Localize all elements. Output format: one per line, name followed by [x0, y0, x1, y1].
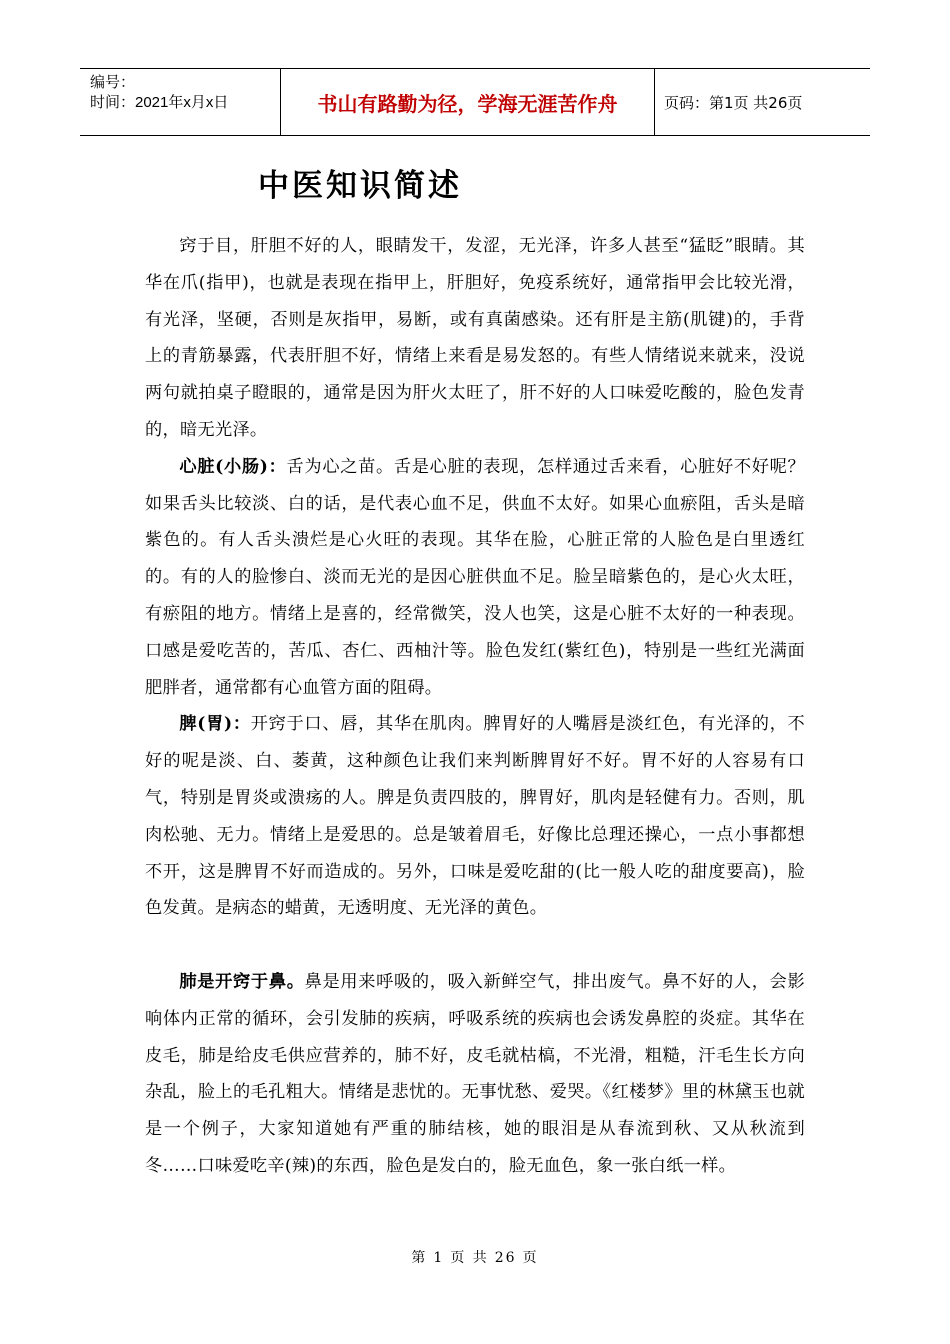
footer-mid: 页 共 — [450, 1250, 489, 1266]
paragraph-text: 舌为心之苗。舌是心脏的表现，怎样通过舌来看，心脏好不好呢？如果舌头比较淡、白的话，是代表心血不足，供血不太好。如果心血瘀阻，舌头是暗紫色的。有人舌头溃烂是心火旺的表现。其华在脸，心脏正常的人脸色是白里透红的。有的人的脸惨白、淡而无光的是因心脏供血不足。脸呈暗紫色的，是心火太旺，有瘀阻的地方。情绪上是喜的，经常微笑，没人也笑，这是心脏不太好的一种表现。口感是爱吃苦的，苦瓜、杏仁、西柚汁等。脸色发红(紫红色)，特别是一些红光满面肥胖者，通常都有心血管方面的阻碍。 — [145, 456, 805, 698]
document-number-label: 编号： — [90, 74, 136, 91]
paragraph-lead: 脾(胃)： — [179, 714, 251, 735]
document-body — [145, 228, 805, 1185]
paragraph-lead: 心脏(小肠)： — [179, 456, 287, 477]
header-motto: 书山有路勤为径，学海无涯苦作舟 — [281, 69, 655, 135]
paragraph-spleen — [145, 706, 805, 927]
paragraph-liver — [145, 228, 805, 449]
header-table — [80, 68, 870, 136]
footer-suffix: 页 — [522, 1250, 539, 1266]
paragraph-heart — [145, 449, 805, 707]
document-title: 中医知识简述 — [258, 168, 462, 204]
header-meta-cell — [80, 69, 281, 135]
paragraph-lung — [145, 964, 805, 1185]
footer-prefix: 第 — [411, 1250, 428, 1266]
footer-total-pages: 26 — [494, 1250, 517, 1266]
page-footer — [0, 1247, 950, 1267]
paragraph-lead: 肺是开窍于鼻。 — [179, 971, 305, 992]
paragraph-text: 窍于目，肝胆不好的人，眼睛发干，发涩，无光泽，许多人甚至“猛眨”眼睛。其华在爪(指甲)，也就是表现在指甲上，肝胆好，免疫系统好，通常指甲会比较光滑，有光泽，坚硬，否则是灰指甲，易断，或有真菌感染。还有肝是主筋(肌键)的，手背上的青筋暴露，代表肝胆不好，情绪上来看是易发怒的。有些人情绪说来就来，没说两句就拍桌子瞪眼的，通常是因为肝火太旺了，肝不好的人口味爱吃酸的，脸色发青的，暗无光泽。 — [145, 236, 805, 440]
document-date-label: 时间：2021年x月x日 — [90, 94, 229, 111]
header-page-info: 页码：第1页 共26页 — [664, 93, 803, 112]
paragraph-text: 鼻是用来呼吸的，吸入新鲜空气，排出废气。鼻不好的人，会影响体内正常的循环，会引发肺的疾病，呼吸系统的疾病也会诱发鼻腔的炎症。其华在皮毛，肺是给皮毛供应营养的，肺不好，皮毛就枯槁，不光滑，粗糙，汗毛生长方向杂乱，脸上的毛孔粗大。情绪是悲忧的。无事忧愁、爱哭。《红楼梦》里的林黛玉也就是一个例子，大家知道她有严重的肺结核，她的眼泪是从春流到秋、又从秋流到冬……口味爱吃辛(辣)的东西，脸色是发白的，脸无血色，象一张白纸一样。 — [145, 971, 805, 1176]
footer-page-number: 1 — [433, 1250, 445, 1266]
paragraph-text: 开窍于口、唇，其华在肌肉。脾胃好的人嘴唇是淡红色，有光泽的，不好的呢是淡、白、萎黄，这种颜色让我们来判断脾胃好不好。胃不好的人容易有口气，特别是胃炎或溃疡的人。脾是负责四肢的，脾胃好，肌肉是轻健有力。否则，肌肉松驰、无力。情绪上是爱思的。总是皱着眉毛，好像比总理还操心，一点小事都想不开，这是脾胃不好而造成的。另外，口味是爱吃甜的(比一般人吃的甜度要高)，脸色发黄。是病态的蜡黄，无透明度、无光泽的黄色。 — [145, 714, 805, 919]
